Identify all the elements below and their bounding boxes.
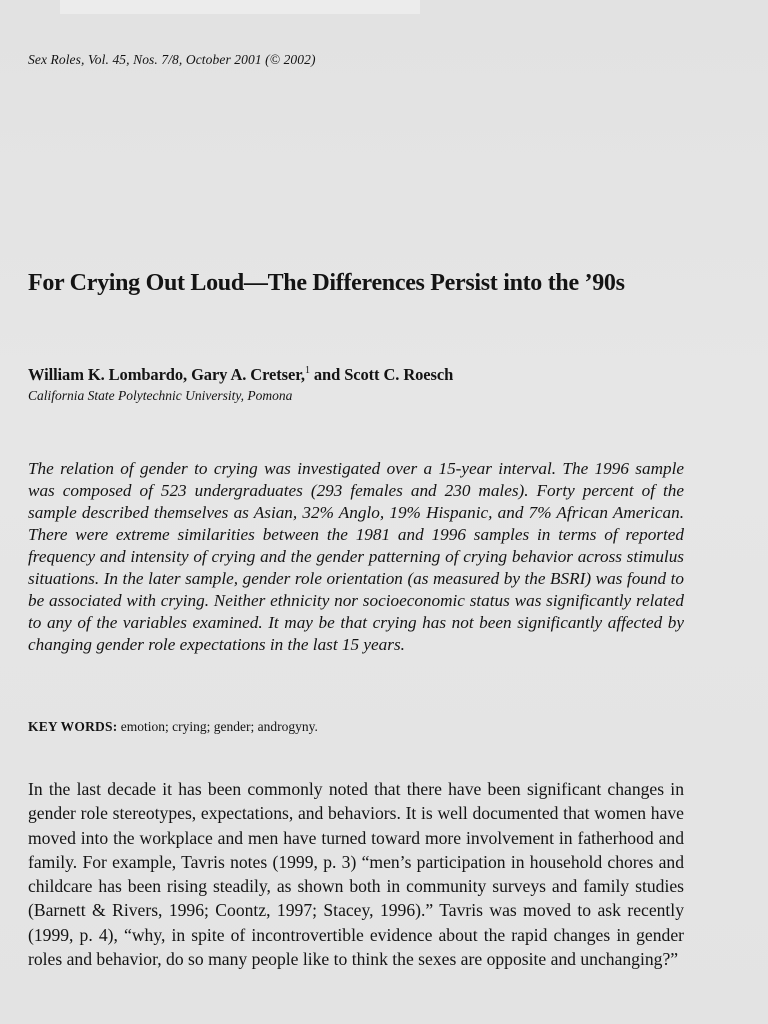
author-list <box>28 365 453 385</box>
body-paragraph: In the last decade it has been commonly noted that there have been significant changes in gender role stereotypes, expectations, and behaviors. It is well documented that women have moved into the workplace and men have turned toward more involvement in fatherhood and family. For example, Tavris notes (1999, p. 3) “men’s participation in household chores and childcare has been rising steadily, as shown both in community surveys and family studies (Barnett & Rivers, 1996; Coontz, 1997; Stacey, 1996).” Tavris was moved to ask recently (1999, p. 4), “why, in spite of incontrovertible evidence about the rapid changes in gender roles and behavior, do so many people like to think the sexes are opposite and unchanging?” <box>28 779 684 970</box>
abstract: The relation of gender to crying was investigated over a 15-year interval. The 1996 sample was composed of 523 undergraduates (293 females and 230 males). Forty percent of the sample described themselves as Asian, 32% Anglo, 19% Hispanic, and 7% African American. There were extreme similarities between the 1981 and 1996 samples in terms of reported frequency and intensity of crying and the gender patterning of crying behavior across stimulus situations. In the later sample, gender role orientation (as measured by the BSRI) was found to be associated with crying. Neither ethnicity nor socioeconomic status was significantly related to any of the variables examined. It may be that crying has not been significantly affected by changing gender role expectations in the last 15 years. <box>28 459 684 654</box>
running-head: Sex Roles, Vol. 45, Nos. 7/8, October 2001 (© 2002) <box>28 52 316 67</box>
article-title: For Crying Out Loud—The Differences Persist into the ’90s <box>28 270 625 296</box>
keywords-terms: emotion; crying; gender; androgyny. <box>117 719 318 734</box>
scan-artifact <box>60 0 420 14</box>
keywords-label: KEY WORDS: <box>28 719 118 734</box>
author-affiliation: California State Polytechnic University, Pomona <box>28 388 293 403</box>
keywords <box>28 719 318 735</box>
authors-part-2: and Scott C. Roesch <box>309 365 454 384</box>
authors-part-1: William K. Lombardo, Gary A. Cretser, <box>28 365 305 384</box>
author-footnote-mark: 1 <box>304 365 310 376</box>
